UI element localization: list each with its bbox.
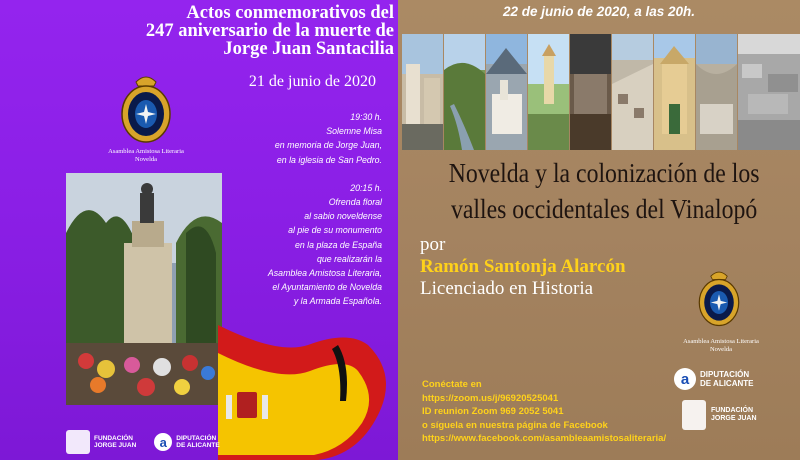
schedule-line: que realizarán la bbox=[316, 253, 382, 264]
photo-historic-aerial bbox=[738, 34, 800, 150]
logo-text-line: DE ALICANTE bbox=[700, 379, 754, 388]
crest-caption-line: Asamblea Amistosa Literaria bbox=[108, 148, 184, 155]
por-label: por bbox=[420, 234, 446, 255]
photo-town-street bbox=[402, 34, 443, 150]
left-poster bbox=[0, 0, 398, 460]
speaker-name: Ramón Santonja Alarcón bbox=[420, 256, 626, 277]
photo-river-valley bbox=[444, 34, 485, 150]
schedule-line: al sabio noveldense bbox=[304, 211, 382, 222]
asamblea-crest-icon bbox=[696, 268, 742, 330]
left-poster-date: 21 de junio de 2020 bbox=[248, 73, 376, 90]
schedule-line: en la plaza de España bbox=[294, 239, 382, 250]
zoom-meeting-id: ID reunion Zoom 969 2052 5041 bbox=[422, 406, 564, 417]
fundacion-jorge-juan-logo bbox=[682, 400, 757, 430]
photo-market-square bbox=[570, 34, 611, 150]
photo-mountain-village bbox=[486, 34, 527, 150]
logo-text-line: JORGE JUAN bbox=[94, 442, 137, 449]
crest-caption bbox=[662, 338, 780, 354]
logo-text-line: JORGE JUAN bbox=[711, 415, 757, 422]
fundacion-shield-icon bbox=[66, 430, 90, 454]
schedule-line: en memoria de Jorge Juan, bbox=[274, 140, 382, 151]
photo-rocky-town bbox=[696, 34, 737, 150]
facebook-invite: o síguela en nuestra página de Facebook bbox=[422, 419, 608, 431]
connection-info bbox=[422, 378, 666, 446]
title-line: Novelda y la colonización de los bbox=[448, 158, 760, 188]
crest-caption bbox=[92, 148, 200, 164]
schedule-line: Asamblea Amistosa Literaria, bbox=[267, 268, 382, 279]
speaker-degree: Licenciado en Historia bbox=[420, 278, 594, 299]
title-line: Actos conmemorativos del bbox=[186, 3, 394, 23]
fundacion-shield-icon bbox=[682, 400, 706, 430]
logo-text-line: FUNDACIÓN bbox=[94, 435, 133, 442]
diputacion-alicante-logo bbox=[154, 433, 219, 451]
monument-photo bbox=[66, 173, 222, 405]
facebook-link[interactable]: https://www.facebook.com/asambleaamistosaliteraria/ bbox=[422, 433, 667, 444]
asamblea-crest-icon bbox=[118, 72, 174, 148]
crest-caption-line: Asamblea Amistosa Literaria bbox=[683, 338, 759, 345]
schedule-line: Solemne Misa bbox=[326, 126, 382, 137]
schedule-time: 20:15 h. bbox=[350, 182, 382, 193]
logo-text-line: DE ALICANTE bbox=[176, 442, 220, 449]
connect-heading: Conéctate en bbox=[422, 379, 482, 390]
left-footer-logos bbox=[66, 430, 220, 454]
logo-text-line: DIPUTACIÓN bbox=[176, 435, 217, 442]
schedule bbox=[222, 110, 382, 309]
spain-flag-ribbon-icon bbox=[218, 305, 398, 460]
schedule-line: Ofrenda floral bbox=[328, 197, 382, 208]
schedule-line: en la iglesia de San Pedro. bbox=[276, 154, 382, 165]
right-poster-date: 22 de junio de 2020, a las 20h. bbox=[502, 4, 696, 19]
title-line: 247 aniversario de la muerte de bbox=[145, 21, 394, 41]
photo-church-tower bbox=[528, 34, 569, 150]
zoom-link[interactable]: https://zoom.us/j/96920525041 bbox=[422, 392, 559, 404]
right-poster-title bbox=[414, 155, 794, 227]
left-poster-title bbox=[84, 4, 394, 58]
schedule-line: al pie de su monumento bbox=[288, 225, 382, 236]
title-line: valles occidentales del Vinalopó bbox=[450, 194, 758, 224]
schedule-time: 19:30 h. bbox=[350, 112, 382, 122]
diputacion-a-icon: a bbox=[674, 368, 696, 390]
crest-caption-line: Novelda bbox=[709, 346, 733, 353]
schedule-line: y la Armada Española. bbox=[293, 296, 382, 307]
diputacion-alicante-logo bbox=[674, 368, 753, 390]
right-poster bbox=[398, 0, 800, 460]
photo-baroque-facade bbox=[654, 34, 695, 150]
schedule-line: el Ayuntamiento de Novelda bbox=[272, 282, 382, 293]
diputacion-a-icon: a bbox=[154, 433, 172, 451]
crest-caption-line: Novelda bbox=[134, 156, 158, 163]
fundacion-jorge-juan-logo bbox=[66, 430, 136, 454]
title-line: Jorge Juan Santacilia bbox=[223, 39, 394, 59]
logo-text-line: FUNDACIÓN bbox=[711, 407, 753, 414]
photo-strip bbox=[402, 34, 800, 150]
photo-hillside-homes bbox=[612, 34, 653, 150]
logo-text-line: DIPUTACIÓN bbox=[700, 370, 750, 379]
